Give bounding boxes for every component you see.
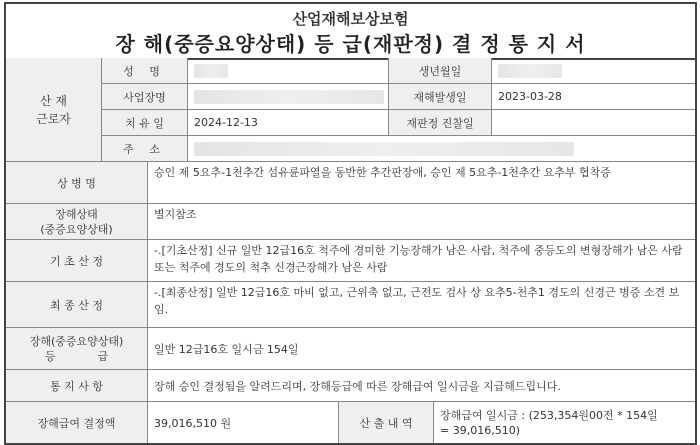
workplace-label: 사업장명	[102, 84, 188, 109]
notice-value: 장해 승인 결정됨을 알려드리며, 장해등급에 따른 장해급여 일시금을 지급해드립니다.	[154, 379, 561, 393]
workplace-redacted	[194, 90, 384, 104]
workplace-value	[188, 84, 388, 109]
disease-row	[6, 162, 695, 204]
worker-group-label-line1: 산 재	[40, 93, 67, 108]
final-calc-row	[6, 282, 695, 328]
birth-label: 생년월일	[388, 58, 492, 83]
name-label: 성 명	[102, 58, 188, 83]
condition-label-line2: (중증요양상태)	[40, 222, 113, 236]
address-redacted	[194, 142, 574, 156]
notice-label: 통 지 사 항	[6, 370, 148, 401]
grade-row	[6, 328, 695, 370]
accident-date-value: 2023-03-28	[498, 90, 562, 103]
worker-group-label	[6, 58, 102, 162]
grade-value: 일반 12급16호 일시금 154일	[154, 342, 299, 356]
condition-label-line1: 장해상태	[55, 207, 98, 221]
payment-label: 장해급여 결정액	[6, 402, 148, 443]
name-redacted	[194, 64, 228, 78]
notice-row	[6, 370, 695, 402]
basic-calc-label: 기 초 산 정	[6, 240, 148, 281]
accident-date-label: 재해발생일	[388, 84, 492, 109]
rejudge-date-value	[492, 110, 695, 135]
worker-group-label-line2: 근로자	[36, 111, 71, 126]
birth-value	[492, 58, 695, 83]
form-title-area	[6, 4, 695, 60]
condition-value: 별지참조	[154, 208, 197, 221]
basic-calc-value: -.[기초산정] 신규 일반 12급16호 척주에 경미한 기능장해가 남은 사람, 척주에 중등도의 변형장해가 남은 사람 또는 척주에 경도의 척추 신경근장해가 남은 사람	[154, 244, 683, 274]
worker-row-name	[102, 58, 695, 84]
worker-row-address	[102, 136, 695, 162]
payment-value: 39,016,510 원	[154, 416, 232, 430]
payment-calc-value	[434, 402, 695, 443]
birth-redacted	[498, 64, 562, 78]
disease-value: 승인 제 5요추-1천추간 섬유륜파열을 동반한 추간판장애, 승인 제 5요추-1천추간 요추부 협착증	[154, 166, 611, 179]
condition-label	[6, 204, 148, 239]
healed-date-label: 치 유 일	[102, 110, 188, 135]
disease-label: 상 병 명	[6, 162, 148, 203]
form-title: 장 해(중증요양상태) 등 급(재판정) 결 정 통 지 서	[115, 32, 586, 56]
healed-date-value: 2024-12-13	[194, 116, 258, 129]
address-label: 주 소	[102, 136, 188, 161]
form-subtitle: 산업재해보상보험	[292, 10, 409, 28]
final-calc-value: -.[최종산정] 일반 12급16호 마비 없고, 근위축 없고, 근전도 검사 상 요추5-천추1 경도의 신경근 병증 소견 보임.	[154, 286, 680, 316]
final-calc-label: 최 종 산 정	[6, 282, 148, 327]
address-value	[188, 136, 695, 161]
rejudge-date-label: 재판정 진찰일	[388, 110, 492, 135]
payment-calc-line1: 장해급여 일시금 : (253,354원00전 * 154일	[440, 408, 658, 422]
grade-label-line2: 등 급	[44, 349, 109, 363]
decision-notice-form	[4, 2, 697, 445]
condition-row	[6, 204, 695, 240]
payment-calc-label: 산 출 내 역	[338, 402, 434, 443]
worker-row-workplace	[102, 84, 695, 110]
grade-label-line1: 장해(중증요양상태)	[29, 334, 124, 348]
grade-label	[6, 328, 148, 369]
basic-calc-row	[6, 240, 695, 282]
name-value	[188, 58, 388, 83]
payment-calc-line2: = 39,016,510)	[440, 423, 520, 437]
worker-row-healed	[102, 110, 695, 136]
payment-row	[6, 402, 695, 443]
